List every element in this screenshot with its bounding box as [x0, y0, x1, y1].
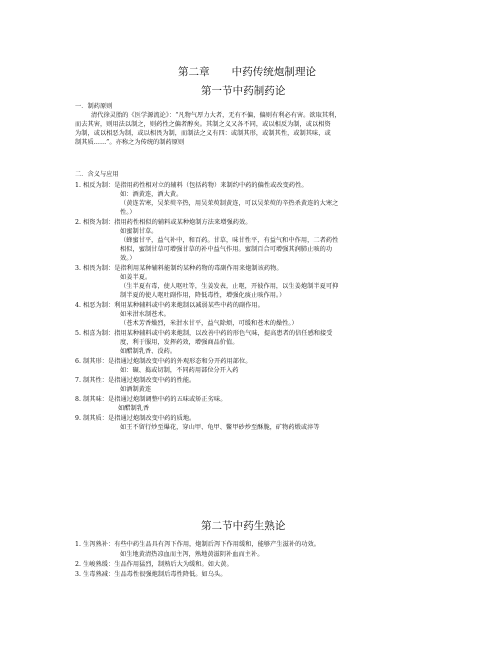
- list-item-sub: 如：酒黄连，酒大黄。: [120, 191, 183, 198]
- list-item-sub: 制半夏的使人呕吐副作用，降低毒性，增强化痰止咳作用。）: [120, 292, 286, 299]
- list-item-line: 1. 生泻熟补：有些中药生品具有泻下作用，炮制后泻下作用缓和，能够产生滋补的功效。: [75, 541, 321, 548]
- list-item-sub: 如姜半夏。: [120, 274, 152, 281]
- list-item-line: 2. 生峻熟缓：生品作用猛烈，制熟后大为缓和。如大黄。: [75, 561, 233, 568]
- list-item-sub: 如米泔水制苍术。: [120, 311, 170, 318]
- list-item-sub: 性。）: [120, 209, 136, 216]
- list-item-sub: 如生地黄清热凉血而主泻，熟地黄滋阴补血而主补。: [120, 551, 264, 558]
- list-item-line: 3. 相畏为制：是指利用某种辅料能制约某种药物的毒副作用来炮制该药物。: [75, 265, 283, 272]
- list-item-sub: 相似，蜜制甘草可增强甘草的补中益气作用。蜜制百合可增强其润肺止咳的功: [120, 246, 333, 253]
- list-item-line: 9. 制其质：是指通过炮制改变中药的质地。: [75, 415, 196, 422]
- paragraph-line: 清代徐灵胎的《医学源流论》：“凡物气厚力大者，无有不偏，偏则有利必有害。欲取其利，: [91, 112, 341, 119]
- list-item-sub: （生半夏有毒，使人呕吐等，生姜发表，止呕，开彼作用，以生姜炮制半夏可抑: [120, 283, 339, 290]
- chapter-label: 第二章: [178, 66, 210, 78]
- list-item-line: 5. 相喜为制：指用某种辅料或中药来炮制，以改善中药的形色气味，提高患者的信任感和接受: [75, 330, 333, 337]
- section-2-title: 第二节中药生熟论: [201, 520, 286, 532]
- chapter-title: 中药传统炮制理论: [231, 66, 317, 78]
- list-item-line: 6. 制其形：是指通过炮制改变中药的外观形态和分开药用部位。: [75, 358, 252, 365]
- list-item-sub: 如醋制乳香: [118, 405, 150, 412]
- list-item-sub: 如蜜制甘草。: [120, 228, 158, 235]
- list-item-sub: 效。）: [120, 255, 136, 262]
- list-item-line: 8. 制其味：是指通过炮制调整中药的五味或矫正劣味。: [75, 396, 227, 403]
- list-item-line: 7. 制其性：是指通过炮制改变中药的性能。: [75, 377, 196, 384]
- list-item-sub: 如：碾、捣或切制，不同药用部位分开入药: [120, 367, 239, 374]
- paragraph-line: 为制，或以相恶为制，或以相畏为制，而制法之义有四：或制其形，或制其性，或制其味，或: [75, 130, 331, 137]
- section-1-title: 第一节中药制药论: [201, 85, 286, 97]
- paragraph-line: 而去其害，则用法以制之，则药性之偏者醇矣。其制之义又各不同，或以相反为制，或以相资: [75, 121, 331, 128]
- list-item-sub: 如醋制乳香、没药。: [120, 348, 177, 355]
- list-item-line: 4. 相恶为制：利用某种辅料或中药来炮制以减弱某些中药的副作用。: [75, 302, 264, 309]
- list-item-line: 1. 相反为制：是指用药性相对立的辅料（包括药物）来制约中药的偏性或改变药性。: [75, 182, 308, 189]
- list-item-sub: （苍术芳香燥烈，米泔水甘平，益气除烦，可缓和苍术的燥性。）: [120, 320, 298, 327]
- list-item-sub: 度，利于服用，发挥药效，增强商品价值。: [120, 339, 239, 346]
- list-item-line: 3. 生毒熟减：生品毒性很强炮制后毒性降低。如乌头。: [75, 571, 227, 578]
- part-2-heading: 二．含义与应用: [75, 171, 119, 178]
- paragraph-line: 制其质……”。亦称之为传统的制药原则: [75, 139, 185, 146]
- list-item-sub: 如王不留行炒至爆花，穿山甲、龟甲、鳖甲砂炒至酥脆，矿物药煅或淬等: [120, 424, 320, 431]
- list-item-sub: 如酒制黄连: [120, 386, 152, 393]
- list-item-sub: （黄连苦寒，吴茱萸辛热，用吴茱萸制黄连，可以吴茱萸的辛热杀黄连的大寒之: [120, 200, 339, 207]
- list-item-line: 2. 相资为制：指用药性相似的辅料或某种炮制方法来增强药效。: [75, 219, 252, 226]
- part-1-heading: 一．制药原则: [75, 103, 113, 110]
- list-item-sub: （蜂蜜甘平，益气补中，和百药。甘草，味甘性平，有益气和中作用，二者药性: [120, 237, 339, 244]
- chapter-heading: [178, 66, 316, 78]
